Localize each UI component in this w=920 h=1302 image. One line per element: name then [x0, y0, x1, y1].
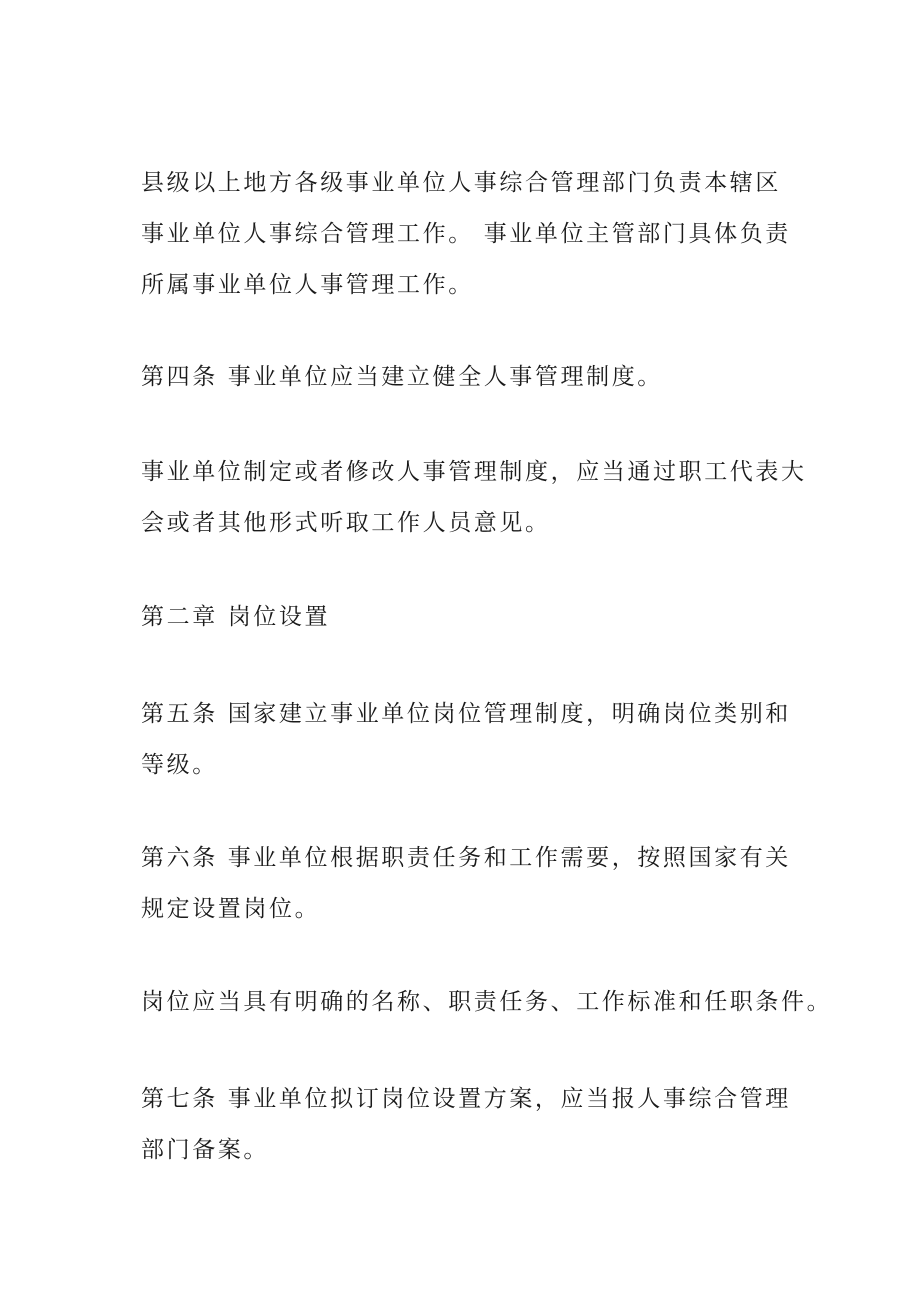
text-line: 等级。	[141, 752, 218, 778]
paragraph-article-4	[141, 352, 791, 403]
text-line: 会或者其他形式听取工作人员意见。	[141, 510, 551, 536]
text-line: 事业单位人事综合管理工作。 事业单位主管部门具体负责	[141, 221, 791, 247]
text-line: 县级以上地方各级事业单位人事综合管理部门负责本辖区	[141, 170, 781, 196]
text-line: 所属事业单位人事管理工作。	[141, 272, 474, 298]
paragraph-post-requirements	[141, 977, 833, 1028]
paragraph-personnel-system-revision	[141, 447, 807, 549]
text-line: 第二章 岗位设置	[141, 604, 331, 630]
text-line: 第四条 事业单位应当建立健全人事管理制度。	[141, 364, 663, 390]
paragraph-article-7	[141, 1074, 791, 1176]
text-line: 岗位应当具有明确的名称、职责任务、工作标准和任职条件。	[141, 989, 833, 1015]
text-line: 第六条 事业单位根据职责任务和工作需要，按照国家有关	[141, 845, 791, 871]
chapter-heading-post-setting	[141, 592, 791, 643]
paragraph-county-level-management	[141, 158, 791, 311]
text-line: 部门备案。	[141, 1137, 269, 1163]
paragraph-article-6	[141, 833, 791, 935]
text-line: 规定设置岗位。	[141, 896, 321, 922]
text-line: 第五条 国家建立事业单位岗位管理制度，明确岗位类别和	[141, 701, 791, 727]
paragraph-article-5	[141, 689, 791, 791]
text-line: 事业单位制定或者修改人事管理制度，应当通过职工代表大	[141, 459, 807, 485]
text-line: 第七条 事业单位拟订岗位设置方案，应当报人事综合管理	[141, 1086, 791, 1112]
